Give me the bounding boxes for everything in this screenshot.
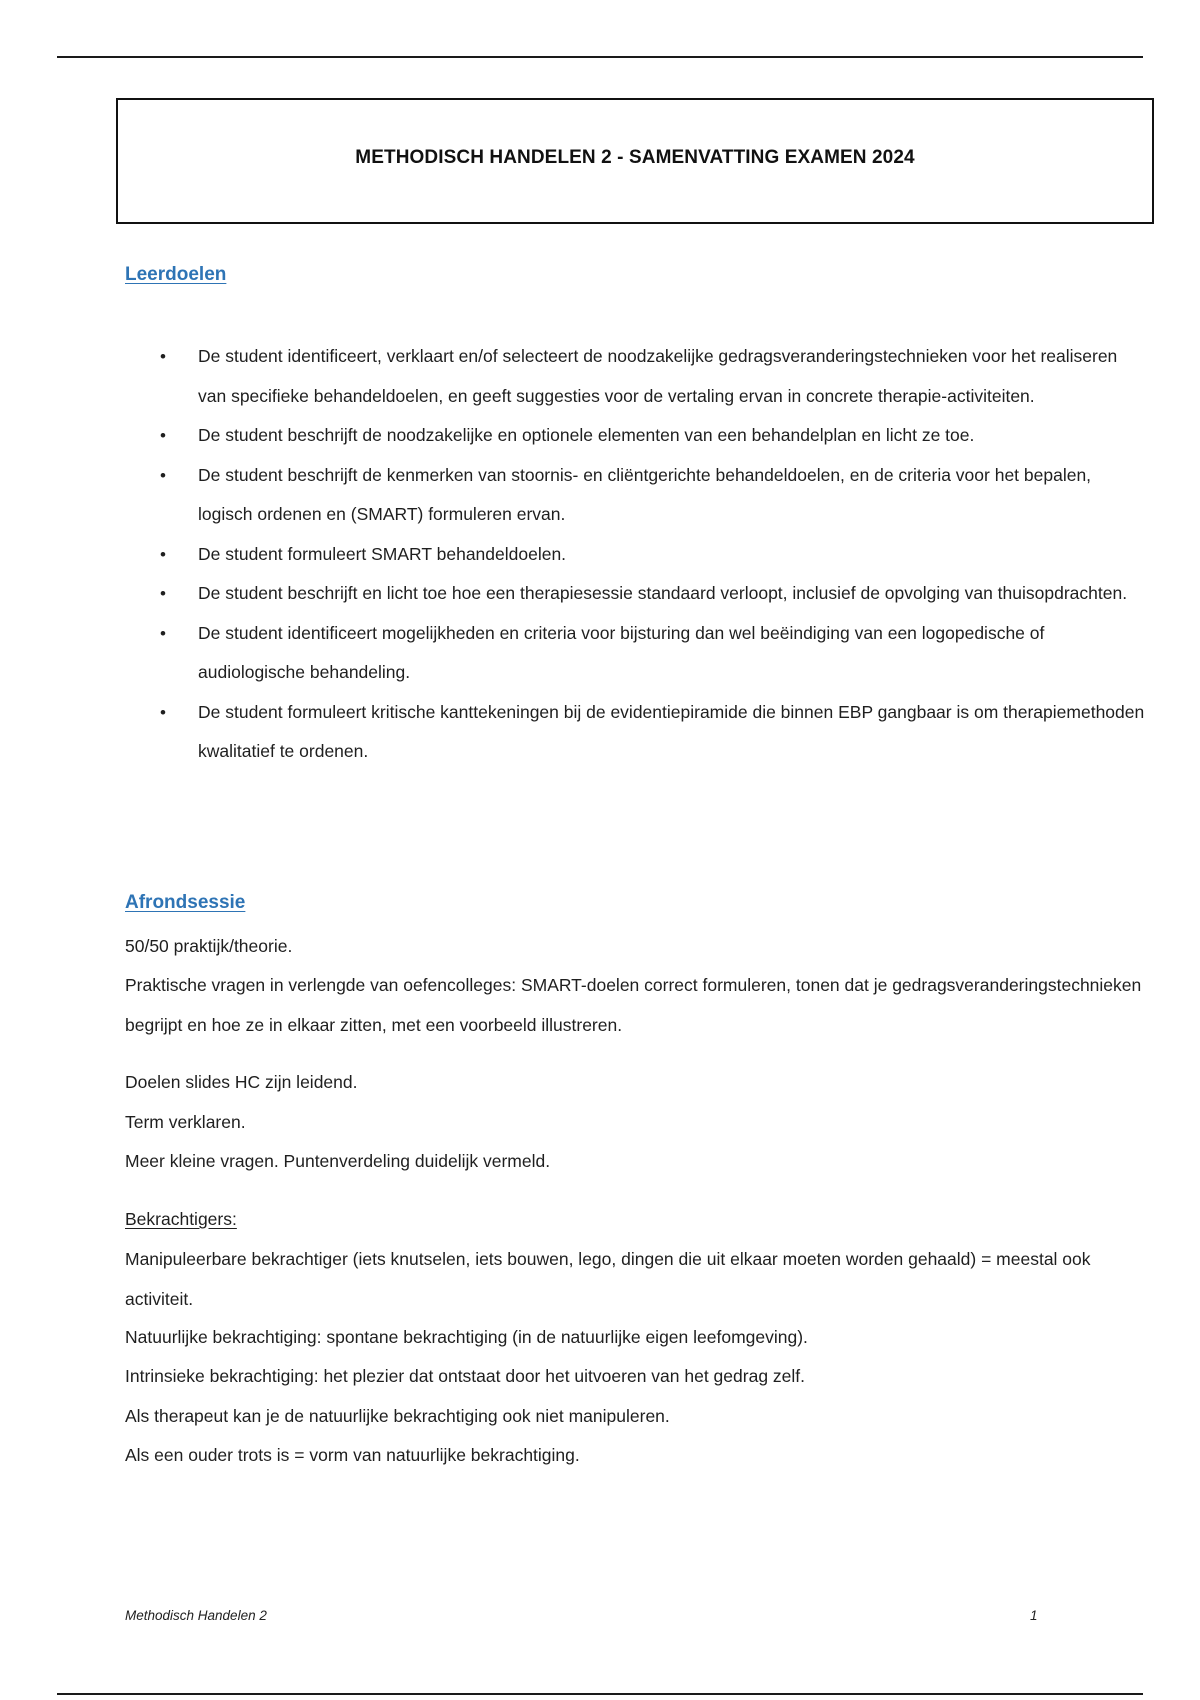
bullet-icon: • <box>160 347 166 366</box>
subheading-bekrachtigers: Bekrachtigers: <box>125 1209 237 1229</box>
document-title: METHODISCH HANDELEN 2 - SAMENVATTING EXAMEN 2024 <box>355 147 915 168</box>
paragraph-therapeut: Als therapeut kan je de natuurlijke bekrachtiging ook niet manipuleren. <box>125 1406 670 1426</box>
paragraph-ouder-trots: Als een ouder trots is = vorm van natuurlijke bekrachtiging. <box>125 1445 580 1465</box>
bullet-icon: • <box>160 584 166 603</box>
bullet-icon: • <box>160 465 166 485</box>
bullet-icon: • <box>160 623 166 643</box>
paragraph-praktijk-theorie: 50/50 praktijk/theorie. <box>125 936 293 956</box>
heading-leerdoelen: Leerdoelen <box>125 264 227 285</box>
paragraph-intrinsieke: Intrinsieke bekrachtiging: het plezier dat ontstaat door het uitvoeren van het gedrag zelf. <box>125 1366 806 1386</box>
paragraph-manipuleerbare: Manipuleerbare bekrachtiger (iets knutselen, iets bouwen, lego, dingen die uit elkaar moeten worden gehaald) = meestal ook activiteit. <box>125 1249 1091 1309</box>
heading-afrondsessie: Afrondsessie <box>125 892 246 913</box>
list-item: • De student identificeert mogelijkheden en criteria voor bijsturing dan wel beëindiging van een logopedische of audiologische behandeling. <box>160 614 1150 693</box>
list-item: • De student beschrijft de kenmerken van stoornis- en cliëntgerichte behandeldoelen, en de criteria voor het bepalen, logisch ordenen en (SMART) formuleren ervan. <box>160 456 1150 535</box>
paragraph-kleine-vragen: Meer kleine vragen. Puntenverdeling duidelijk vermeld. <box>125 1151 551 1171</box>
header-rule <box>57 56 1143 58</box>
paragraph-praktische-vragen: Praktische vragen in verlengde van oefencolleges: SMART-doelen correct formuleren, tonen dat je gedragsveranderingstechnieken begrijpt en hoe ze in elkaar zitten, met een voorbeeld illustreren. <box>125 975 1142 1035</box>
title-box <box>116 98 1154 224</box>
list-item: • De student formuleert kritische kanttekeningen bij de evidentiepiramide die binnen EBP gangbaar is om therapiemethoden kwalitatief te ordenen. <box>160 693 1150 772</box>
footer-title: Methodisch Handelen 2 <box>125 1608 267 1623</box>
list-item: • De student beschrijft de noodzakelijke en optionele elementen van een behandelplan en licht ze toe. <box>160 416 1150 456</box>
paragraph-doelen-slides: Doelen slides HC zijn leidend. <box>125 1072 358 1092</box>
bullet-icon: • <box>160 426 166 445</box>
page-number: 1 <box>1030 1608 1038 1623</box>
bullet-icon: • <box>160 702 166 722</box>
paragraph-natuurlijke: Natuurlijke bekrachtiging: spontane bekrachtiging (in de natuurlijke eigen leefomgeving). <box>125 1327 808 1347</box>
list-item: • De student beschrijft en licht toe hoe een therapiesessie standaard verloopt, inclusief de opvolging van thuisopdrachten. <box>160 574 1150 614</box>
list-item: • De student formuleert SMART behandeldoelen. <box>160 535 1150 575</box>
bullet-icon: • <box>160 544 166 564</box>
paragraph-term-verklaren: Term verklaren. <box>125 1112 246 1132</box>
learning-objectives-list <box>160 337 1150 772</box>
footer-rule <box>57 1693 1143 1695</box>
list-item: • De student identificeert, verklaart en/of selecteert de noodzakelijke gedragsveranderingstechnieken voor het realiseren van specifieke behandeldoelen, en geeft suggesties voor de vertaling ervan in concrete therapie-activiteiten. <box>160 337 1150 416</box>
